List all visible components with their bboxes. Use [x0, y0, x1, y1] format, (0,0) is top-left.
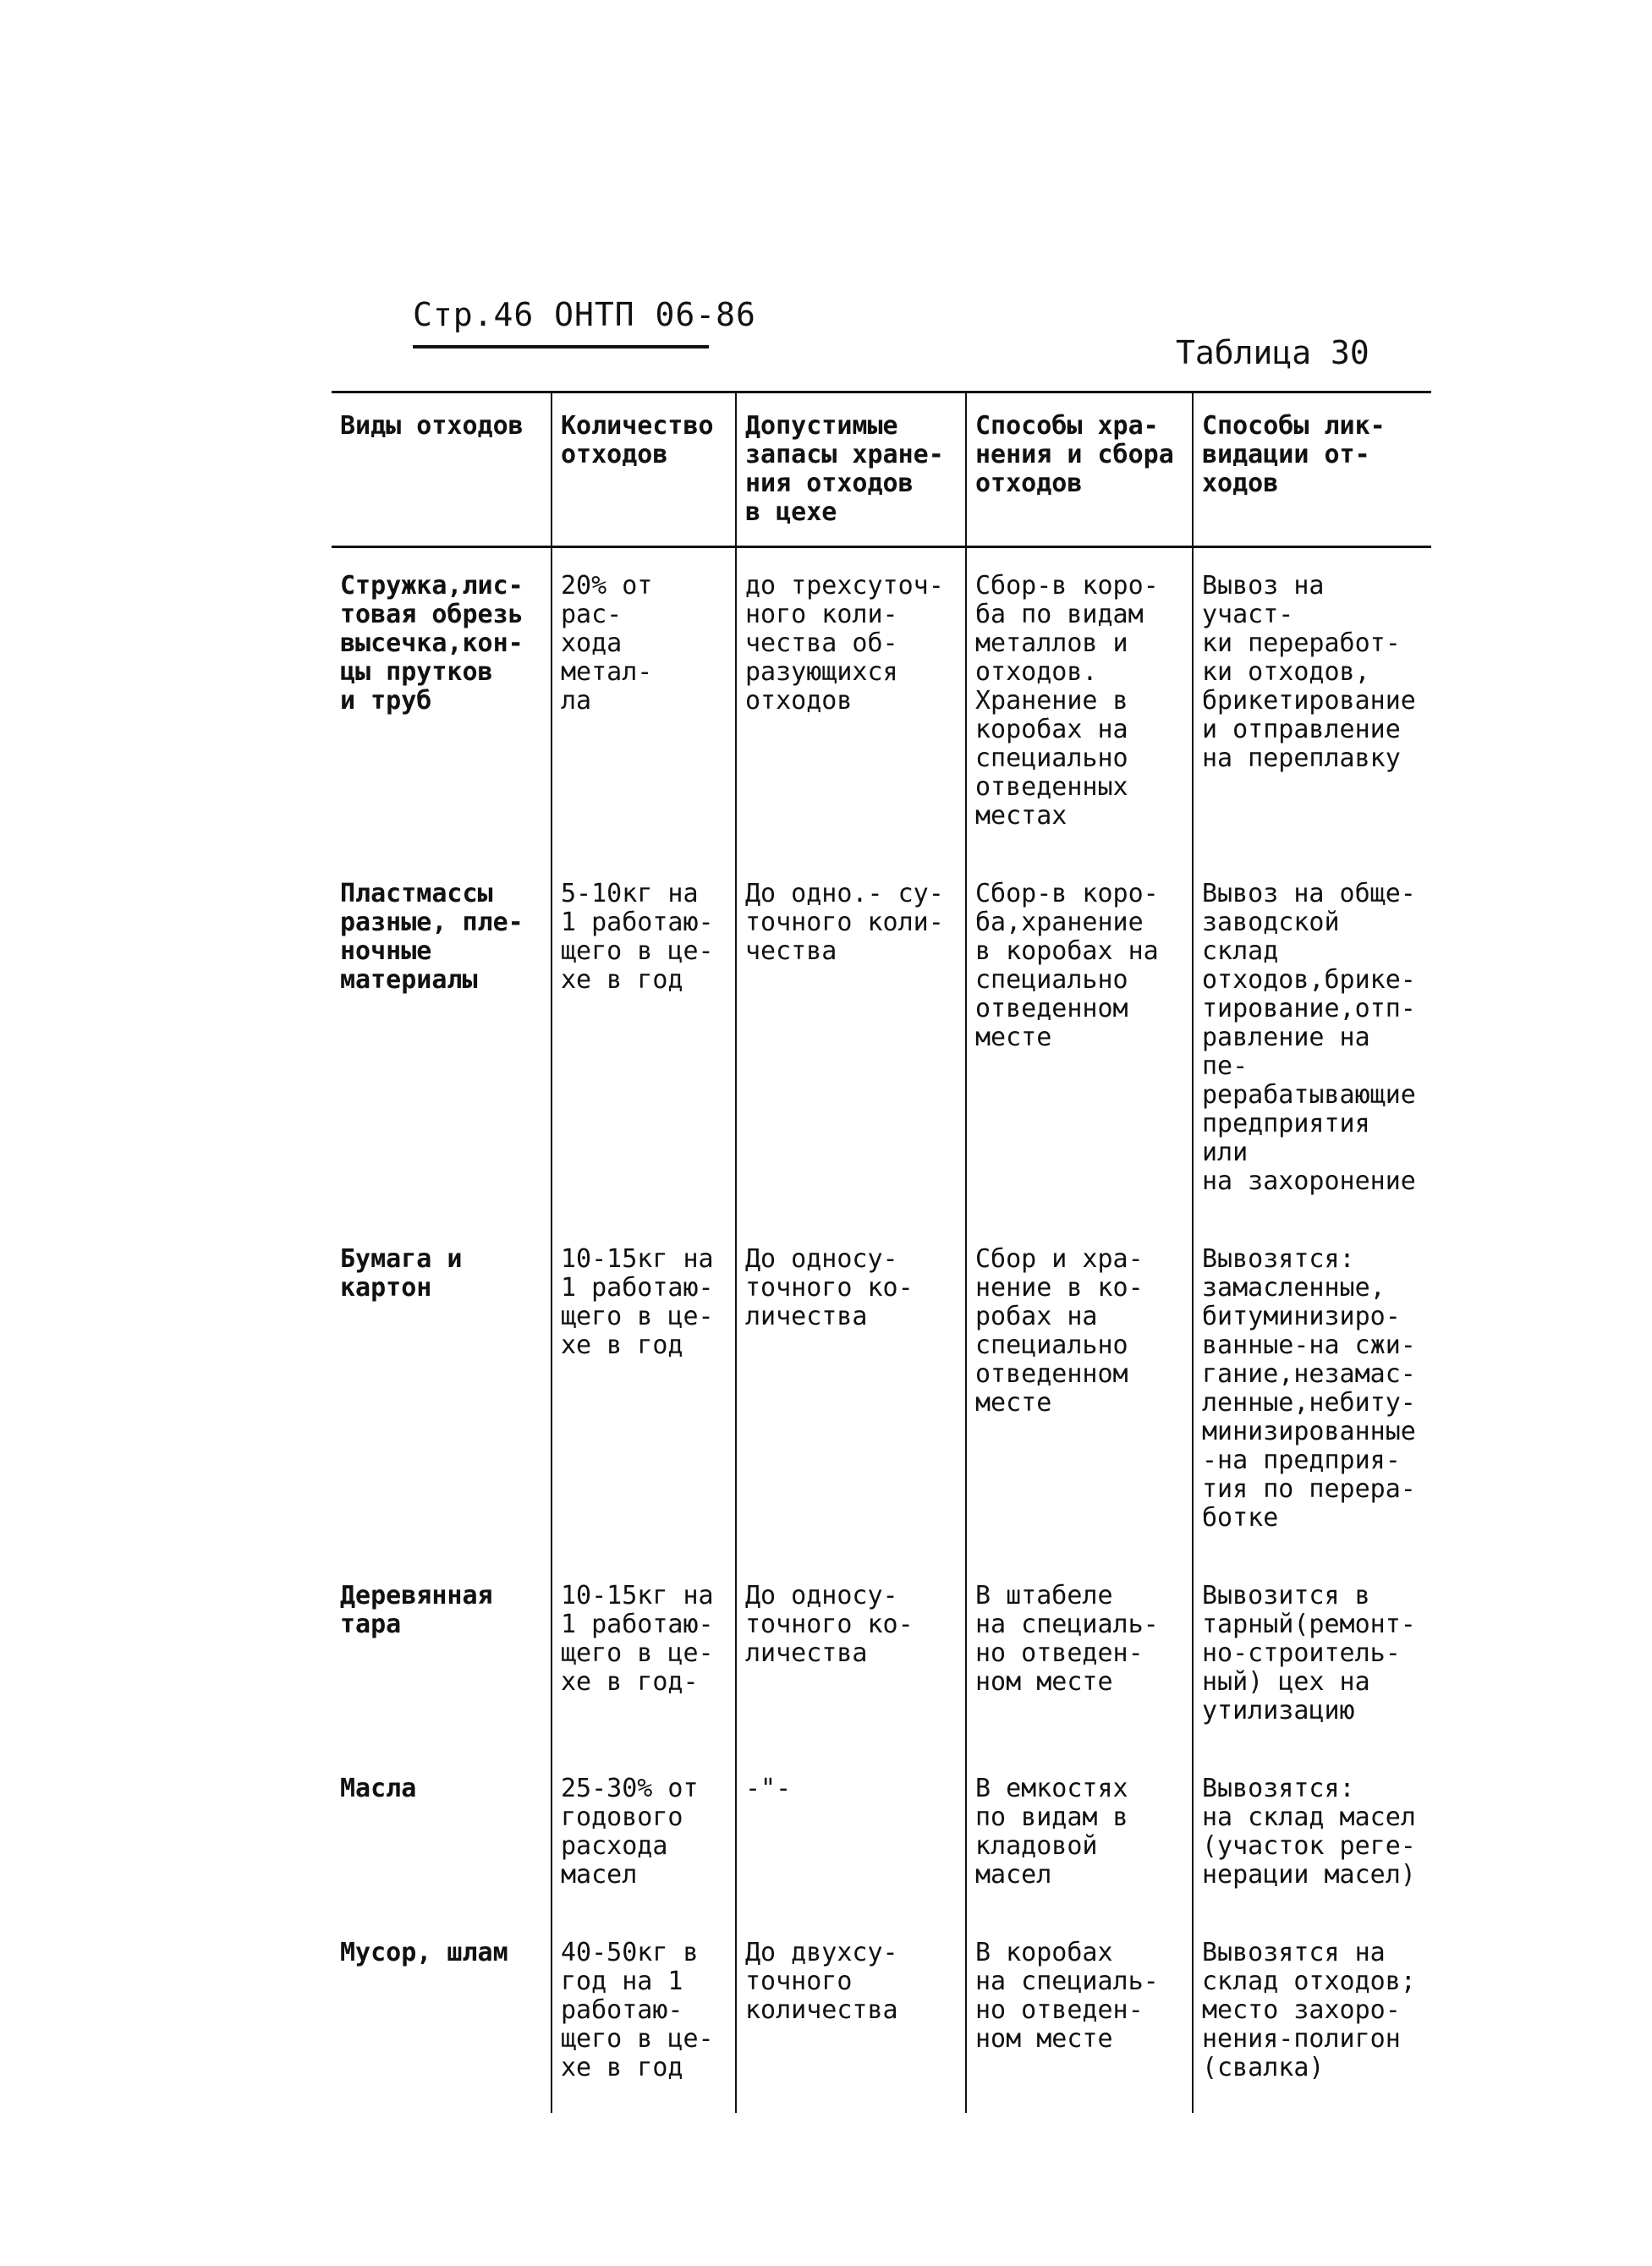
cell-disposal: Вывозятся: замасленные, битуминизиро- ванные-на сжи- гание,незамас- ленные,небиту- минизированные -на предприя- тия по перера- ботке [1193, 1226, 1431, 1563]
cell-storage-limit: -"- [736, 1756, 966, 1920]
cell-storage-method: Сбор и хра- нение в ко- робах на специально отведенном месте [966, 1226, 1193, 1563]
header-underline [413, 345, 709, 348]
cell-waste-type: Деревянная тара [340, 1581, 493, 1639]
cell-waste-type: Бумага и картон [340, 1244, 463, 1303]
cell-disposal: Вывоз на участ- ки переработ- ки отходов, брикетирование и отправление на переплавку [1193, 547, 1431, 862]
table-label: Таблица 30 [1176, 334, 1369, 371]
cell-storage-method: В емкостях по видам в кладовой масел [966, 1756, 1193, 1920]
waste-table [332, 391, 1431, 2113]
table-row [332, 1920, 1431, 2113]
cell-storage-limit: До односу- точного ко- личества [736, 1226, 966, 1563]
table-row [332, 861, 1431, 1226]
column-header-amount: Количество отходов [552, 392, 736, 547]
cell-storage-limit: До двухсу- точного количества [736, 1920, 966, 2113]
cell-storage-method: В коробах на специаль- но отведен- ном месте [966, 1920, 1193, 2113]
cell-amount: 20% от рас- хода метал- ла [552, 547, 736, 862]
table-header-row [332, 392, 1431, 547]
table-row [332, 1563, 1431, 1756]
table-row [332, 547, 1431, 862]
cell-amount: 10-15кг на 1 работаю- щего в це- хе в год [552, 1226, 736, 1563]
cell-storage-limit: до трехсуточ- ного коли- чества об- разующихся отходов [736, 547, 966, 862]
page-reference: Стр.46 ОНТП 06-86 [413, 296, 756, 333]
cell-waste-type: Стружка,лис- товая обрезь высечка,кон- цы прутков и труб [340, 571, 524, 716]
column-header-storage-method: Способы хра- нения и сбора отходов [966, 392, 1193, 547]
cell-storage-method: В штабеле на специаль- но отведен- ном месте [966, 1563, 1193, 1756]
column-header-storage-limit: Допустимые запасы хране- ния отходов в цехе [736, 392, 966, 547]
column-header-disposal: Способы лик- видации от- ходов [1193, 392, 1431, 547]
cell-disposal: Вывозится в тарный(ремонт- но-строитель- ный) цех на утилизацию [1193, 1563, 1431, 1756]
cell-amount: 10-15кг на 1 работаю- щего в це- хе в год- [552, 1563, 736, 1756]
cell-storage-method: Сбор-в коро- ба,хранение в коробах на специально отведенном месте [966, 861, 1193, 1226]
cell-disposal: Вывоз на обще- заводской склад отходов,брике- тирование,отп- равление на пе- рерабатывающие предприятия или на захоронение [1193, 861, 1431, 1226]
cell-amount: 5-10кг на 1 работаю- щего в це- хе в год [552, 861, 736, 1226]
column-header-waste-type: Виды отходов [332, 392, 552, 547]
table-row [332, 1756, 1431, 1920]
cell-waste-type: Масла [340, 1774, 417, 1803]
cell-storage-limit: До односу- точного ко- личества [736, 1563, 966, 1756]
table-row [332, 1226, 1431, 1563]
cell-amount: 25-30% от годового расхода масел [552, 1756, 736, 1920]
table-container [332, 391, 1431, 2113]
cell-disposal: Вывозятся на склад отходов; место захоро- нения-полигон (свалка) [1193, 1920, 1431, 2113]
cell-amount: 40-50кг в год на 1 работаю- щего в це- хе в год [552, 1920, 736, 2113]
cell-waste-type: Пластмассы разные, пле- ночные материалы [340, 879, 524, 995]
cell-disposal: Вывозятся: на склад масел (участок реге- нерации масел) [1193, 1756, 1431, 1920]
cell-storage-method: Сбор-в коро- ба по видам металлов и отходов. Хранение в коробах на специально отведенных местах [966, 547, 1193, 862]
cell-waste-type: Мусор, шлам [340, 1938, 508, 1967]
cell-storage-limit: До одно.- су- точного коли- чества [736, 861, 966, 1226]
